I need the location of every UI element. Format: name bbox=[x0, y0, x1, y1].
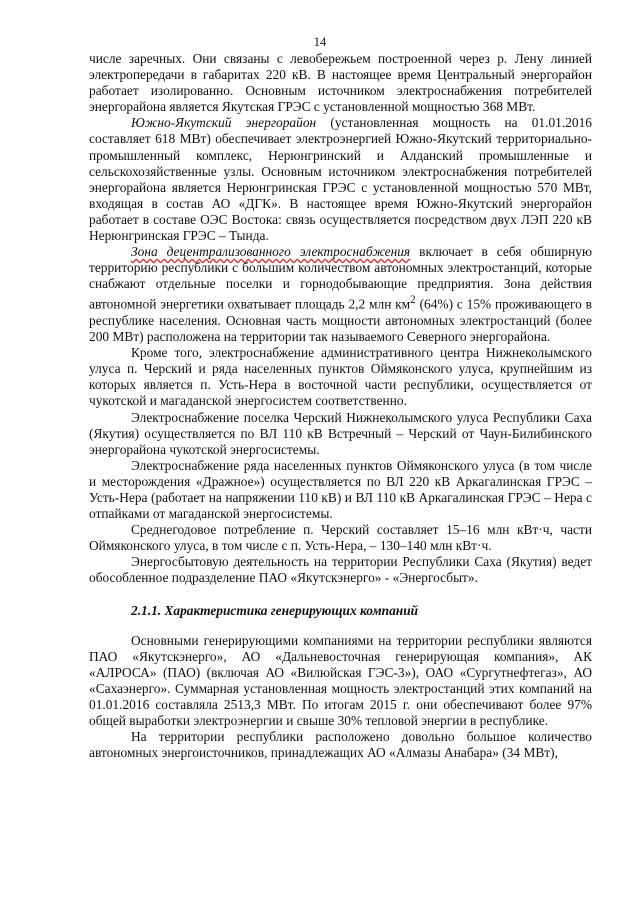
paragraph-text: Среднегодовое потребление п. Черский составляет 15–16 млн кВт·ч, части Оймяконского улуса, в том числе с п. Усть-Нера, – 130–140 млн кВт·ч. bbox=[89, 522, 592, 554]
superscript: 2 bbox=[410, 294, 416, 307]
term-south-yakutsk: Южно-Якутский энергорайон bbox=[131, 115, 317, 131]
paragraph-generating-companies bbox=[89, 633, 592, 730]
paragraph-autonomous-sources bbox=[89, 729, 592, 761]
paragraph-besides bbox=[89, 345, 592, 409]
paragraph-text: (установленная мощность на 01.01.2016 составляет 618 МВт) обеспечивает электроэнергией Южно-Якутский территориально-промышленный комплекс, Нерюнгринский и Алданский промышленные и сельскохозяйственные узлы. Основным источником электроснабжения потребителей энергорайона является Нерюнгринская ГРЭС с установленной мощностью 570 МВт, входящая в состав АО «ДГК». В настоящее время Южно-Якутский энергорайон работает в составе ОЭС Востока: связь осуществляется посредством двух ЛЭП 220 кВ Нерюнгринская ГРЭС – Тында. bbox=[89, 115, 592, 244]
paragraph-text: Основными генерирующими компаниями на территории республики являются ПАО «Якутскэнерго», АО «Дальневосточная генерирующая компания», АК «АЛРОСА» (ПАО) (включая АО «Вилюйская ГЭС-3»), ОАО «Сургутнефтегаз», АО «Сахаэнерго». Суммарная установленная мощность электростанций этих компаний на 01.01.2016 составляла 2513,3 МВт. По итогам 2015 г. они обеспечивают более 97% общей выработки электроэнергии и свыше 30% тепловой энергии в республике. bbox=[89, 632, 592, 729]
section-heading: 2.1.1. Характеристика генерирующих компаний bbox=[131, 602, 419, 618]
paragraph-south-yakutsk bbox=[89, 115, 592, 244]
term-decentralized-zone: Зона децентрализованного электроснабжения bbox=[131, 244, 411, 260]
page-number: 14 bbox=[313, 35, 327, 49]
paragraph-consumption bbox=[89, 522, 592, 554]
paragraph-oymyakon bbox=[89, 458, 592, 522]
paragraph-text: Кроме того, электроснабжение административного центра Нижнеколымского улуса п. Черский и ряда населенных пунктов Оймяконского улуса, крупнейшим из которых является п. Усть-Нера в восточной части республики, осуществляется от чукотской и магаданской энергосистем соответственно. bbox=[89, 345, 592, 409]
paragraph-continuation bbox=[89, 51, 592, 115]
paragraph-text: Электроснабжение ряда населенных пунктов Оймяконского улуса (в том числе и месторождения «Дражное») осуществляется по ВЛ 220 кВ Аркагалинская ГРЭС – Усть-Нера (работает на напряжении 110 кВ) и ВЛ 110 кВ Аркагалинская ГРЭС – Нера с отпайками от магаданской энергосистемы. bbox=[89, 457, 592, 522]
page-body bbox=[89, 51, 592, 761]
paragraph-decentralized-zone bbox=[89, 244, 592, 345]
paragraph-chersky bbox=[89, 410, 592, 458]
paragraph-energosbyt bbox=[89, 554, 592, 586]
paragraph-text: включает в себя обширную территорию республики с большим количеством автономных электростанций, которые снабжают отдельные поселки и горнодобывающие предприятия. Зона действия автономной энергетики охватывает площадь 2,2 млн км bbox=[89, 244, 592, 312]
paragraph-text: Энергосбытовую деятельность на территории Республики Саха (Якутия) ведет обособленное подразделение ПАО «Якутскэнерго» - «Энергосбыт». bbox=[89, 554, 592, 586]
paragraph-text: На территории республики расположено довольно большое количество автономных энергоисточников, принадлежащих АО «Алмазы Анабара» (34 МВт), bbox=[89, 729, 592, 761]
paragraph-text: числе заречных. Они связаны с левобережьем построенной через р. Лену линией электропередачи в габаритах 220 кВ. В настоящее время Центральный энергорайон работает изолированно. Основным источником электроснабжения потребителей энергорайона является Якутская ГРЭС с установленной мощностью 368 МВт. bbox=[89, 51, 592, 115]
paragraph-text: (64%) с 15% проживающего в республике населения. Основная часть мощности автономных электростанций (более 200 МВт) расположена на территории так называемого Северного энергорайона. bbox=[89, 296, 592, 345]
paragraph-text: Электроснабжение поселка Черский Нижнеколымского улуса Республики Саха (Якутия) осуществляется по ВЛ 110 кВ Встречный – Черский от Чаун-Билибинского энергорайона чукотской энергосистемы. bbox=[89, 409, 592, 457]
